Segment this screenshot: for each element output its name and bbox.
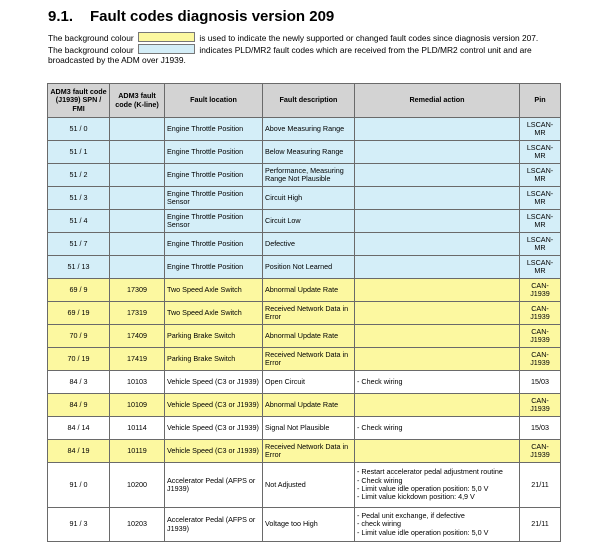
cell-pin: 15/03 [520,371,561,394]
cell-spn-fmi: 69 / 9 [48,279,110,302]
cell-remedial-action: - Pedal unit exchange, if defective - check wiring - Limit value idle operation position: 5,0 V [355,508,520,542]
cell-spn-fmi: 91 / 0 [48,463,110,508]
cell-remedial-action: - Restart accelerator pedal adjustment routine - Check wiring - Limit value idle operation position: 5,0 V - Limit value kickdown position: 4,9 V [355,463,520,508]
table-row [48,508,561,542]
section-title: Fault codes diagnosis version 209 [90,8,335,25]
cell-kline [110,118,165,141]
cell-kline: 10109 [110,394,165,417]
cell-fault-location: Two Speed Axle Switch [165,279,263,302]
table-row [48,256,561,279]
cell-kline [110,233,165,256]
table-row [48,371,561,394]
cell-pin: LSCAN-MR [520,118,561,141]
cell-pin: 15/03 [520,417,561,440]
cell-kline [110,141,165,164]
cell-spn-fmi: 91 / 3 [48,508,110,542]
cell-remedial-action [355,187,520,210]
header-fault-description: Fault description [263,84,355,118]
cell-kline: 10200 [110,463,165,508]
cell-kline [110,164,165,187]
intro-line-3: broadcasted by the ADM over J1939. [48,55,186,65]
cell-remedial-action [355,394,520,417]
cell-pin: LSCAN-MR [520,164,561,187]
cell-spn-fmi: 51 / 1 [48,141,110,164]
cell-fault-description: Received Network Data in Error [263,302,355,325]
cell-fault-description: Voltage too High [263,508,355,542]
cell-fault-location: Accelerator Pedal (AFPS or J1939) [165,463,263,508]
cell-pin: 21/11 [520,463,561,508]
cell-spn-fmi: 51 / 4 [48,210,110,233]
cell-remedial-action [355,233,520,256]
cell-kline [110,256,165,279]
cell-remedial-action [355,440,520,463]
cell-remedial-action [355,348,520,371]
cell-fault-location: Vehicle Speed (C3 or J1939) [165,371,263,394]
table-row [48,187,561,210]
table-header-row [48,84,561,118]
cell-pin: CAN-J1939 [520,279,561,302]
table-row [48,417,561,440]
cell-fault-description: Open Circuit [263,371,355,394]
cell-kline: 17319 [110,302,165,325]
cell-fault-location: Engine Throttle Position Sensor [165,187,263,210]
cell-fault-location: Vehicle Speed (C3 or J1939) [165,440,263,463]
cell-pin: 21/11 [520,508,561,542]
cell-remedial-action: - Check wiring [355,417,520,440]
intro-line-1-end: is used to indicate the newly supported or changed fault codes since diagnosis version 207. [199,33,539,43]
cell-fault-location: Two Speed Axle Switch [165,302,263,325]
intro-line-2-start: The background colour [48,44,134,55]
intro-line-1-start: The background colour [48,33,134,43]
table-row [48,141,561,164]
cell-fault-location: Vehicle Speed (C3 or J1939) [165,417,263,440]
cell-remedial-action [355,256,520,279]
cell-remedial-action [355,210,520,233]
cell-spn-fmi: 70 / 19 [48,348,110,371]
fault-codes-table [47,83,561,542]
cell-spn-fmi: 84 / 9 [48,394,110,417]
cell-pin: CAN-J1939 [520,348,561,371]
header-pin: Pin [520,84,561,118]
cell-pin: LSCAN-MR [520,210,561,233]
cell-spn-fmi: 51 / 7 [48,233,110,256]
intro-line-1 [48,32,538,44]
cell-fault-description: Above Measuring Range [263,118,355,141]
cell-pin: LSCAN-MR [520,141,561,164]
cell-pin: LSCAN-MR [520,187,561,210]
cell-remedial-action [355,279,520,302]
header-spn-fmi: ADM3 fault code (J1939) SPN / FMI [48,84,110,118]
cell-fault-description: Received Network Data in Error [263,440,355,463]
table-row [48,394,561,417]
yellow-color-swatch [138,32,195,42]
intro-text [48,32,538,66]
cell-fault-description: Abnormal Update Rate [263,279,355,302]
cell-fault-description: Signal Not Plausible [263,417,355,440]
cell-remedial-action [355,141,520,164]
cell-spn-fmi: 84 / 14 [48,417,110,440]
table-row [48,164,561,187]
cell-remedial-action: - Check wiring [355,371,520,394]
cell-kline: 10119 [110,440,165,463]
cell-kline [110,187,165,210]
cell-remedial-action [355,164,520,187]
cell-pin: CAN-J1939 [520,440,561,463]
cell-fault-location: Engine Throttle Position [165,141,263,164]
cell-fault-location: Engine Throttle Position [165,164,263,187]
cell-pin: CAN-J1939 [520,394,561,417]
cell-spn-fmi: 51 / 13 [48,256,110,279]
cell-remedial-action [355,302,520,325]
cell-spn-fmi: 51 / 2 [48,164,110,187]
cell-pin: CAN-J1939 [520,302,561,325]
table-row [48,302,561,325]
cell-fault-description: Performance, Measuring Range Not Plausible [263,164,355,187]
cell-fault-location: Engine Throttle Position [165,233,263,256]
cell-fault-location: Parking Brake Switch [165,325,263,348]
cell-fault-description: Abnormal Update Rate [263,394,355,417]
cell-fault-location: Parking Brake Switch [165,348,263,371]
cell-pin: LSCAN-MR [520,233,561,256]
blue-color-swatch [138,44,195,54]
table-row [48,440,561,463]
cell-kline: 17409 [110,325,165,348]
cell-fault-description: Defective [263,233,355,256]
cell-fault-location: Engine Throttle Position Sensor [165,210,263,233]
cell-spn-fmi: 84 / 3 [48,371,110,394]
cell-kline: 10114 [110,417,165,440]
cell-fault-description: Circuit Low [263,210,355,233]
table-row [48,233,561,256]
cell-fault-location: Vehicle Speed (C3 or J1939) [165,394,263,417]
cell-spn-fmi: 84 / 19 [48,440,110,463]
table-row [48,210,561,233]
cell-fault-description: Below Measuring Range [263,141,355,164]
cell-fault-description: Received Network Data in Error [263,348,355,371]
table-body [48,118,561,542]
cell-remedial-action [355,118,520,141]
cell-spn-fmi: 51 / 3 [48,187,110,210]
cell-pin: LSCAN-MR [520,256,561,279]
cell-kline: 10203 [110,508,165,542]
cell-pin: CAN-J1939 [520,325,561,348]
table-row [48,279,561,302]
cell-kline [110,210,165,233]
cell-kline: 17419 [110,348,165,371]
table-row [48,348,561,371]
cell-fault-location: Accelerator Pedal (AFPS or J1939) [165,508,263,542]
intro-line-2-end: indicates PLD/MR2 fault codes which are received from the PLD/MR2 control unit and are [199,44,532,55]
cell-fault-description: Not Adjusted [263,463,355,508]
header-remedial-action: Remedial action [355,84,520,118]
header-kline: ADM3 fault code (K-line) [110,84,165,118]
cell-fault-location: Engine Throttle Position [165,256,263,279]
cell-fault-description: Circuit High [263,187,355,210]
cell-fault-description: Position Not Learned [263,256,355,279]
section-number: 9.1. [48,8,74,25]
section-heading [48,8,334,25]
table-row [48,118,561,141]
table-row [48,463,561,508]
table-row [48,325,561,348]
header-fault-location: Fault location [165,84,263,118]
cell-kline: 17309 [110,279,165,302]
intro-line-2 [48,44,538,56]
cell-fault-description: Abnormal Update Rate [263,325,355,348]
cell-remedial-action [355,325,520,348]
cell-kline: 10103 [110,371,165,394]
cell-spn-fmi: 69 / 19 [48,302,110,325]
cell-fault-location: Engine Throttle Position [165,118,263,141]
cell-spn-fmi: 70 / 9 [48,325,110,348]
cell-spn-fmi: 51 / 0 [48,118,110,141]
